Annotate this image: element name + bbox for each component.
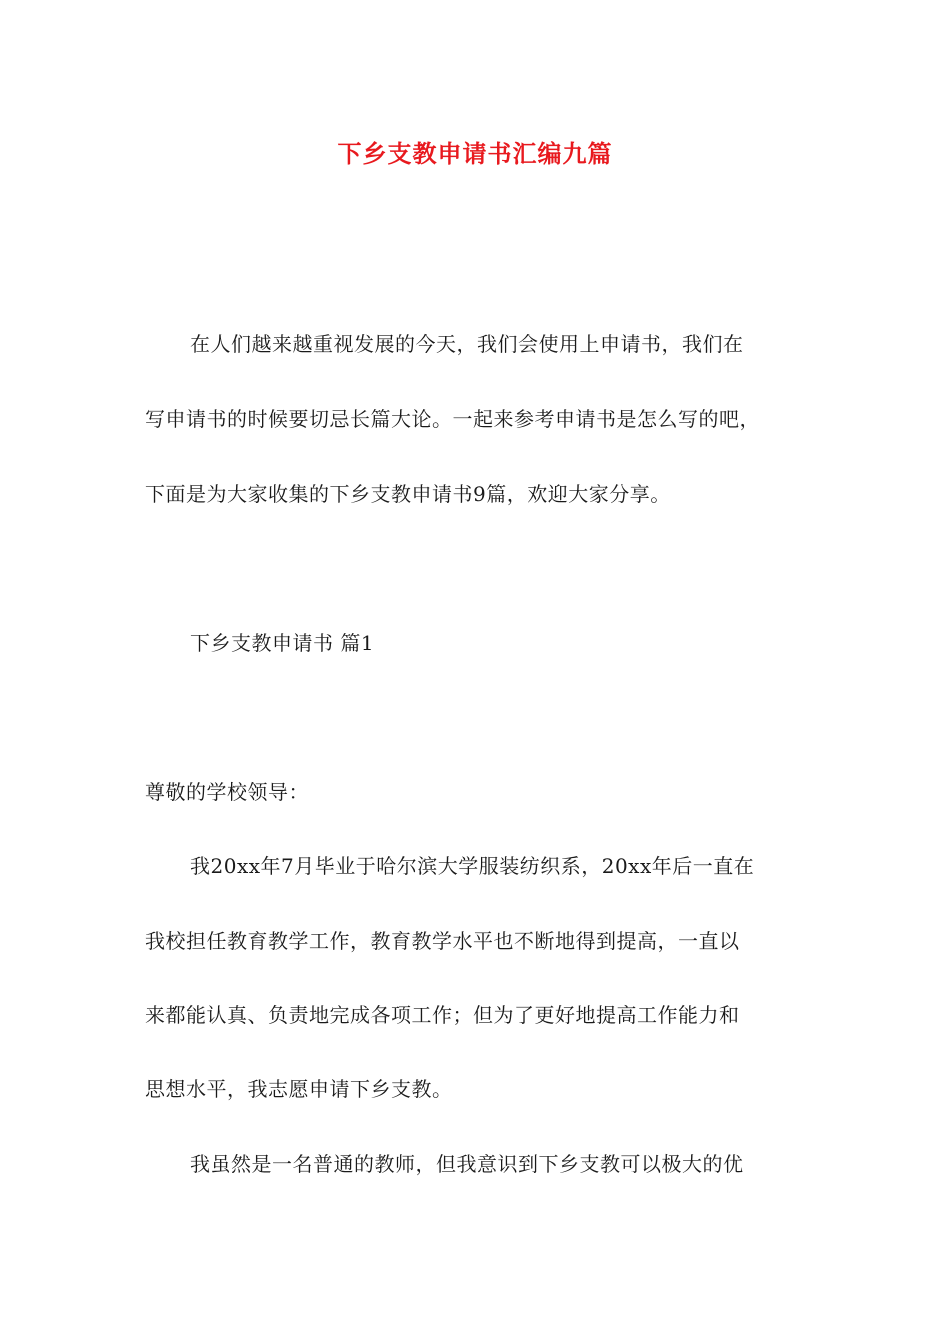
intro-line-2: 写申请书的时候要切忌长篇大论。一起来参考申请书是怎么写的吧， bbox=[145, 407, 760, 431]
intro-line-3: 下面是为大家收集的下乡支教申请书9篇，欢迎大家分享。 bbox=[145, 482, 671, 506]
paragraph2-line-1: 我虽然是一名普通的教师，但我意识到下乡支教可以极大的优 bbox=[190, 1152, 744, 1176]
section-heading: 下乡支教申请书 篇1 bbox=[190, 631, 375, 655]
intro-line-1: 在人们越来越重视发展的今天，我们会使用上申请书，我们在 bbox=[190, 332, 744, 356]
salutation: 尊敬的学校领导： bbox=[145, 780, 309, 804]
paragraph1-line-2: 我校担任教育教学工作，教育教学水平也不断地得到提高，一直以 bbox=[145, 929, 740, 953]
paragraph1-line-1: 我20xx年7月毕业于哈尔滨大学服装纺织系，20xx年后一直在 bbox=[190, 854, 755, 878]
paragraph1-line-3: 来都能认真、负责地完成各项工作；但为了更好地提高工作能力和 bbox=[145, 1003, 740, 1027]
document-title: 下乡支教申请书汇编九篇 bbox=[337, 140, 613, 168]
paragraph1-line-4: 思想水平，我志愿申请下乡支教。 bbox=[145, 1077, 453, 1101]
